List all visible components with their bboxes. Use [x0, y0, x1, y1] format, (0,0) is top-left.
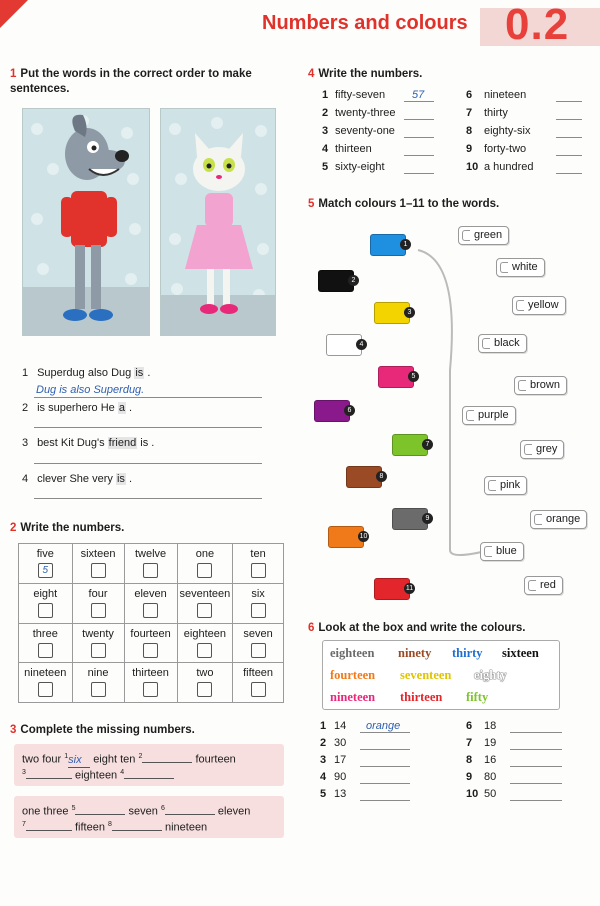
swatch-number: 4 — [356, 339, 367, 350]
word: a — [118, 402, 125, 414]
answer-box[interactable] — [143, 643, 158, 658]
grid-cell: eleven — [124, 583, 177, 623]
number: 50 — [484, 788, 497, 800]
answer-box[interactable] — [91, 682, 106, 697]
answer-box[interactable] — [251, 643, 266, 658]
word-chip-white[interactable]: white — [496, 258, 545, 277]
word-chip-brown[interactable]: brown — [514, 376, 567, 395]
number: 17 — [334, 754, 347, 766]
answer-line[interactable] — [404, 119, 434, 120]
sequence-2-line-1: one three $^5$ seven $^6$ eleven — [22, 805, 251, 818]
ex2-instruction: Write the numbers. — [20, 522, 125, 534]
word: friend — [108, 437, 137, 449]
ex1-item-2 — [22, 401, 132, 415]
answer-line[interactable] — [510, 783, 562, 784]
word: Dug's — [76, 437, 105, 449]
item-number: 3 — [320, 754, 327, 766]
swatch-number: 6 — [344, 405, 355, 416]
swatch-number: 2 — [348, 275, 359, 286]
item-number: 3 — [322, 125, 329, 137]
ex1-item-3 — [22, 436, 154, 450]
ex6-item — [320, 736, 346, 750]
ex6-heading — [308, 621, 525, 636]
answer-box[interactable] — [197, 603, 212, 618]
swatch-number: 8 — [376, 471, 387, 482]
colour-swatch-4[interactable] — [326, 334, 362, 356]
example-answer: 57 — [412, 89, 425, 101]
word: best — [37, 437, 58, 449]
word-chip-green[interactable]: green — [458, 226, 509, 245]
answer-line-2[interactable] — [34, 427, 262, 428]
ex2-number: 2 — [10, 522, 17, 534]
answer-box[interactable] — [251, 603, 266, 618]
colour-swatch-5[interactable] — [378, 366, 414, 388]
word-chip-blue[interactable]: blue — [480, 542, 524, 561]
word: He — [100, 402, 115, 414]
ex6-number: 6 — [308, 622, 315, 634]
item-number: 6 — [466, 720, 473, 732]
answer-line[interactable] — [510, 732, 562, 733]
item-number: 8 — [466, 754, 473, 766]
answer-line-4[interactable] — [34, 498, 262, 499]
ex4-item — [466, 124, 530, 138]
word: . — [128, 473, 133, 485]
grid-cell: four — [72, 583, 124, 623]
word-chip-purple[interactable]: purple — [462, 406, 516, 425]
item-number: 5 — [322, 161, 329, 173]
number: 14 — [334, 720, 347, 732]
answer-box: 5 — [38, 563, 53, 578]
item-number: 4 — [22, 473, 29, 485]
word: . — [129, 402, 133, 414]
sequence-1-line-1: two four $^1$six eight ten $^2$ fourteen — [22, 753, 236, 766]
number-word: seventy-one — [335, 125, 395, 137]
ex2-heading — [10, 521, 124, 536]
coloured-word: sixteen — [502, 646, 539, 660]
item-number: 9 — [466, 771, 473, 783]
word-chip-black[interactable]: black — [478, 334, 527, 353]
colour-swatch-3[interactable] — [374, 302, 410, 324]
coloured-word: eighteen — [330, 646, 375, 660]
unit-number: 0.2 — [505, 0, 570, 49]
answer-box[interactable] — [251, 563, 266, 578]
blank-2[interactable] — [142, 762, 192, 763]
word-chip-grey[interactable]: grey — [520, 440, 564, 459]
answer-box[interactable] — [91, 563, 106, 578]
answer-line[interactable] — [556, 119, 582, 120]
ex4-instruction: Write the numbers. — [318, 68, 423, 80]
ex6-item — [466, 770, 496, 784]
swatch-number: 3 — [404, 307, 415, 318]
grid-cell: three — [19, 623, 73, 663]
cat-picture — [160, 108, 276, 336]
grid-cell: nine — [72, 663, 124, 703]
grid-cell: five 5 — [19, 544, 73, 584]
answer-box[interactable] — [91, 603, 106, 618]
coloured-word: thirty — [452, 646, 483, 660]
answer-line[interactable] — [556, 173, 582, 174]
grid-cell: fourteen — [124, 623, 177, 663]
ex4-item — [466, 106, 508, 120]
item-number: 7 — [466, 737, 473, 749]
colour-swatch-10[interactable] — [328, 526, 368, 548]
item-number: 5 — [320, 788, 327, 800]
number: 18 — [484, 720, 497, 732]
answer-line — [34, 397, 262, 398]
word: is — [140, 437, 149, 449]
ex6-item — [320, 770, 346, 784]
word: is — [135, 367, 144, 379]
corner-decoration — [0, 0, 28, 28]
page-title: Numbers and colours — [262, 12, 468, 34]
swatch-number: 10 — [359, 533, 368, 540]
item-number: 8 — [466, 125, 473, 137]
answer-box[interactable] — [143, 563, 158, 578]
blank-7[interactable] — [26, 830, 72, 831]
ex5-heading — [308, 197, 499, 212]
blank-8[interactable] — [112, 830, 162, 831]
answer-line[interactable] — [360, 783, 410, 784]
item-number: 3 — [22, 437, 29, 449]
ex5-number: 5 — [308, 198, 315, 210]
ex4-item — [466, 142, 526, 156]
item-number: 6 — [466, 89, 473, 101]
item-number: 10 — [466, 788, 479, 800]
grid-cell: nineteen — [19, 663, 73, 703]
coloured-word: seventeen — [400, 668, 452, 682]
blank-4[interactable] — [124, 778, 174, 779]
answer-line[interactable] — [510, 766, 562, 767]
grid-cell: two — [177, 663, 232, 703]
number-word: forty-two — [484, 143, 527, 155]
ex1-number: 1 — [10, 68, 17, 80]
number-word: fifty-seven — [335, 89, 386, 101]
word: superhero — [48, 402, 98, 414]
item-number: 1 — [322, 89, 329, 101]
coloured-word: nineteen — [330, 690, 376, 704]
word: Dug — [111, 367, 132, 379]
coloured-word: fifty — [466, 690, 489, 704]
number: 16 — [484, 754, 497, 766]
example-answer: orange — [366, 720, 401, 732]
grid-cell: ten — [233, 544, 284, 584]
answer-box[interactable] — [143, 603, 158, 618]
colour-swatch-11[interactable] — [374, 578, 414, 600]
word: . — [147, 367, 151, 379]
ex6-item — [320, 719, 346, 733]
ex6-item — [320, 787, 346, 801]
ex6-item — [466, 787, 496, 801]
colour-swatch-7[interactable] — [392, 434, 428, 456]
item-number: 2 — [322, 107, 329, 119]
grid-cell: eighteen — [177, 623, 232, 663]
word-chip-orange[interactable]: orange — [530, 510, 587, 529]
ex5-instruction: Match colours 1–11 to the words. — [318, 198, 500, 210]
grid-cell: eight — [19, 583, 73, 623]
dog-picture — [22, 108, 150, 336]
answer-line[interactable] — [404, 137, 434, 138]
colour-swatch-9[interactable] — [392, 508, 428, 530]
ex1-item-4 — [22, 472, 132, 486]
answer-box[interactable] — [197, 643, 212, 658]
word: Superdug — [37, 367, 85, 379]
coloured-word: eighty — [474, 668, 507, 682]
word: . — [151, 437, 155, 449]
word-chip-yellow[interactable]: yellow — [512, 296, 566, 315]
grid-cell: fifteen — [233, 663, 284, 703]
number-word: thirteen — [335, 143, 372, 155]
number-word: sixty-eight — [335, 161, 385, 173]
item-number: 1 — [320, 720, 327, 732]
number: 13 — [334, 788, 347, 800]
number-grid — [18, 543, 284, 703]
word-chip-red[interactable]: red — [524, 576, 563, 595]
number-word: a hundred — [484, 161, 534, 173]
colour-swatch-8[interactable] — [346, 466, 382, 488]
colour-swatch-2[interactable] — [318, 270, 354, 292]
ex4-number: 4 — [308, 68, 315, 80]
answer-line[interactable] — [360, 749, 410, 750]
grid-cell: one — [177, 544, 232, 584]
answer-line[interactable] — [360, 766, 410, 767]
answer-box[interactable] — [143, 682, 158, 697]
sequence-1-line-2: $^3$ eighteen $^4$ — [22, 766, 174, 783]
ex1-example-answer: Dug is also Superdug. — [36, 384, 145, 396]
coloured-word: thirteen — [400, 690, 443, 704]
swatch-number: 5 — [408, 371, 419, 382]
coloured-word: fourteen — [330, 668, 376, 682]
example-answer: six — [68, 753, 90, 768]
number-word: twenty-three — [335, 107, 396, 119]
answer-box[interactable] — [38, 643, 53, 658]
item-number: 10 — [466, 161, 479, 173]
number-word: thirty — [484, 107, 508, 119]
grid-cell: twelve — [124, 544, 177, 584]
answer-line[interactable] — [404, 173, 434, 174]
number: 30 — [334, 737, 347, 749]
answer-line[interactable] — [404, 155, 434, 156]
item-number: 2 — [22, 402, 29, 414]
ex1-item-1 — [22, 366, 150, 380]
item-number: 4 — [322, 143, 329, 155]
answer-box[interactable] — [197, 682, 212, 697]
answer-box[interactable] — [91, 643, 106, 658]
item-number: 2 — [320, 737, 327, 749]
ex6-instruction: Look at the box and write the colours. — [318, 622, 526, 634]
grid-cell: sixteen — [72, 544, 124, 584]
answer-line[interactable] — [360, 800, 410, 801]
word: is — [37, 402, 46, 414]
answer-box[interactable] — [38, 603, 53, 618]
grid-cell: six — [233, 583, 284, 623]
ex3-heading — [10, 723, 195, 738]
answer-line[interactable] — [556, 155, 582, 156]
ex1-heading — [10, 67, 280, 97]
colour-swatch-6[interactable] — [314, 400, 350, 422]
ex6-item — [466, 719, 496, 733]
ex4-item — [322, 142, 372, 156]
item-number: 1 — [22, 367, 29, 379]
answer-line[interactable] — [556, 101, 582, 102]
swatch-number: 9 — [422, 513, 433, 524]
ex4-item — [322, 160, 385, 174]
number-word: nineteen — [484, 89, 527, 101]
grid-cell: twenty — [72, 623, 124, 663]
blank-3[interactable] — [26, 778, 72, 779]
ex4-item — [466, 160, 534, 174]
item-number: 7 — [466, 107, 473, 119]
number-word: eighty-six — [484, 125, 531, 137]
ex1-instruction: Put the words in the correct order to make sentences. — [10, 68, 252, 95]
word: clever — [37, 473, 67, 485]
grid-cell: seven — [233, 623, 284, 663]
grid-cell: seventeen — [177, 583, 232, 623]
ex3-number: 3 — [10, 724, 17, 736]
ex4-item — [322, 88, 385, 102]
number: 90 — [334, 771, 347, 783]
number: 19 — [484, 737, 497, 749]
answer-line[interactable] — [556, 137, 582, 138]
ex4-item — [466, 88, 526, 102]
colour-swatch-1[interactable] — [370, 234, 406, 256]
answer-box[interactable] — [38, 682, 53, 697]
kit-illustration — [161, 109, 275, 335]
ex6-item — [320, 753, 346, 767]
swatch-number: 7 — [422, 439, 433, 450]
sequence-2-line-2: $^7$ fifteen $^8$ nineteen — [22, 821, 208, 834]
grid-cell: thirteen — [124, 663, 177, 703]
number: 80 — [484, 771, 497, 783]
word: She — [69, 473, 90, 485]
ex4-item — [322, 106, 396, 120]
answer-box[interactable] — [251, 682, 266, 697]
item-number: 4 — [320, 771, 327, 783]
answer-line[interactable] — [510, 749, 562, 750]
coloured-word: ninety — [398, 646, 432, 660]
ex4-item — [322, 124, 395, 138]
item-number: 9 — [466, 143, 473, 155]
ex6-item — [466, 736, 496, 750]
superdug-illustration — [23, 109, 149, 335]
blank-5[interactable] — [75, 814, 125, 815]
swatch-number: 1 — [400, 239, 411, 250]
ex6-item — [466, 753, 496, 767]
word: Kit — [60, 437, 74, 449]
word: is — [116, 473, 125, 485]
ex3-instruction: Complete the missing numbers. — [20, 724, 195, 736]
blank-6[interactable] — [165, 814, 215, 815]
answer-line-3[interactable] — [34, 463, 262, 464]
ex4-heading — [308, 67, 422, 82]
answer-box[interactable] — [197, 563, 212, 578]
answer-line[interactable] — [510, 800, 562, 801]
word: very — [92, 473, 113, 485]
word: also — [87, 367, 109, 379]
word-chip-pink[interactable]: pink — [484, 476, 527, 495]
swatch-number: 11 — [405, 585, 414, 592]
